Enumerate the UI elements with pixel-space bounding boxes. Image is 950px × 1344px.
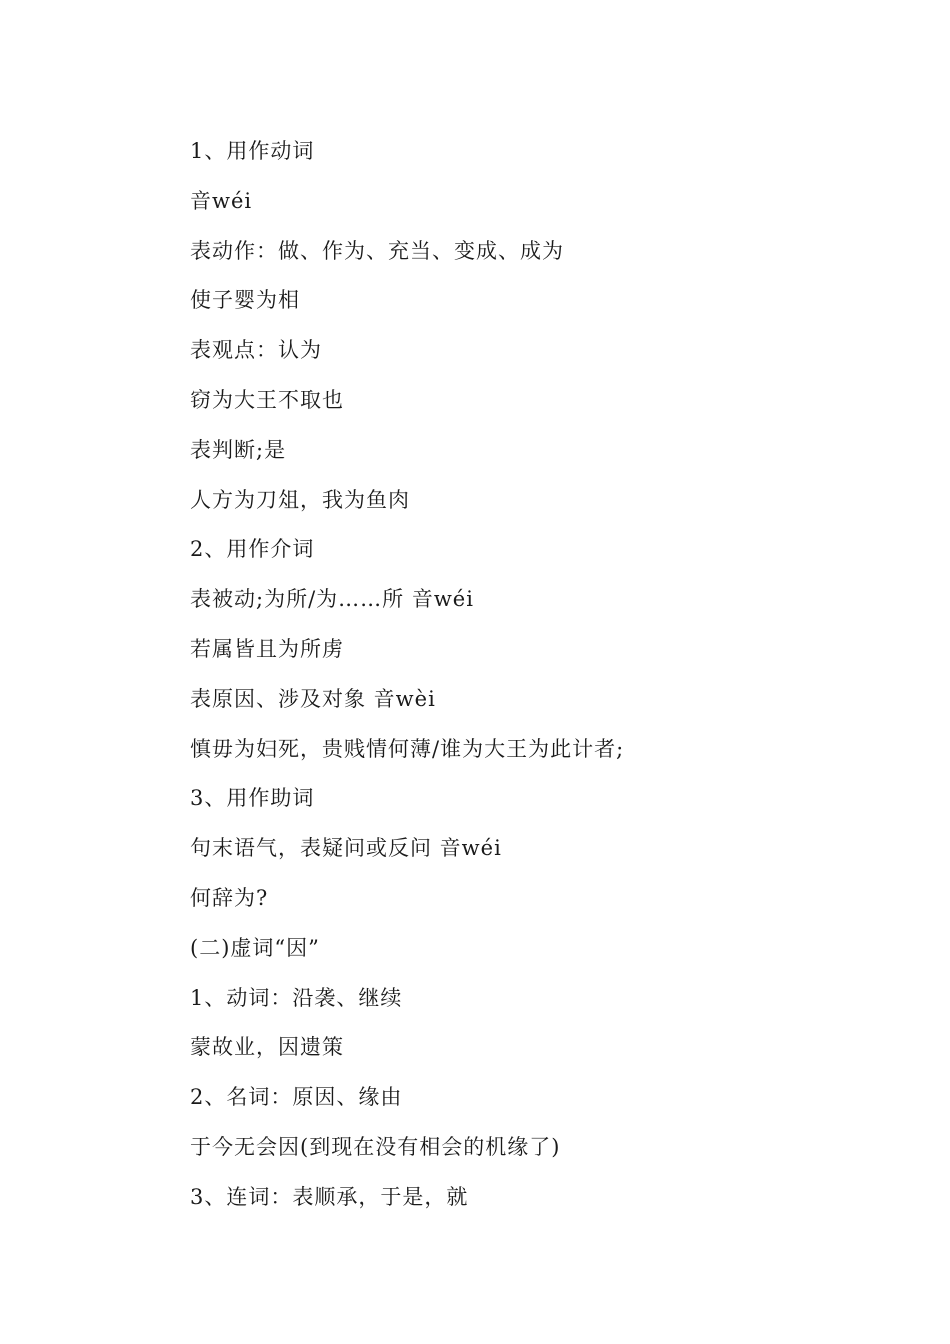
definition-line: 句末语气，表疑问或反问 音wéi <box>190 836 502 861</box>
section-heading-verb: 1、用作动词 <box>190 139 315 163</box>
example-line: 何辞为? <box>190 885 269 910</box>
section-heading-conjunction: 3、连词：表顺承，于是，就 <box>190 1184 469 1209</box>
definition-line: 表观点：认为 <box>190 338 322 363</box>
example-line: 使子婴为相 <box>190 288 300 313</box>
example-line: 人方为刀俎，我为鱼肉 <box>190 487 410 512</box>
example-line: 于今无会因(到现在没有相会的机缘了) <box>190 1134 561 1159</box>
chapter-heading: (二)虚词“因” <box>190 935 320 960</box>
example-line: 蒙故业，因遗策 <box>190 1035 344 1060</box>
example-line: 若属皆且为所虏 <box>190 636 344 661</box>
section-heading-verb: 1、动词：沿袭、继续 <box>190 985 403 1010</box>
example-line: 慎毋为妇死，贵贱情何薄/谁为大王为此计者; <box>190 736 625 761</box>
definition-line: 表动作：做、作为、充当、变成、成为 <box>190 238 564 263</box>
section-heading-preposition: 2、用作介词 <box>190 537 315 562</box>
document-body <box>190 127 910 1223</box>
example-line: 窃为大王不取也 <box>190 387 344 412</box>
definition-line: 表原因、涉及对象 音wèi <box>190 686 436 711</box>
definition-line: 表被动;为所/为……所 音wéi <box>190 587 474 612</box>
section-heading-particle: 3、用作助词 <box>190 786 315 811</box>
pronunciation-line: 音wéi <box>190 188 253 213</box>
definition-line: 表判断;是 <box>190 437 287 462</box>
section-heading-noun: 2、名词：原因、缘由 <box>190 1085 403 1110</box>
